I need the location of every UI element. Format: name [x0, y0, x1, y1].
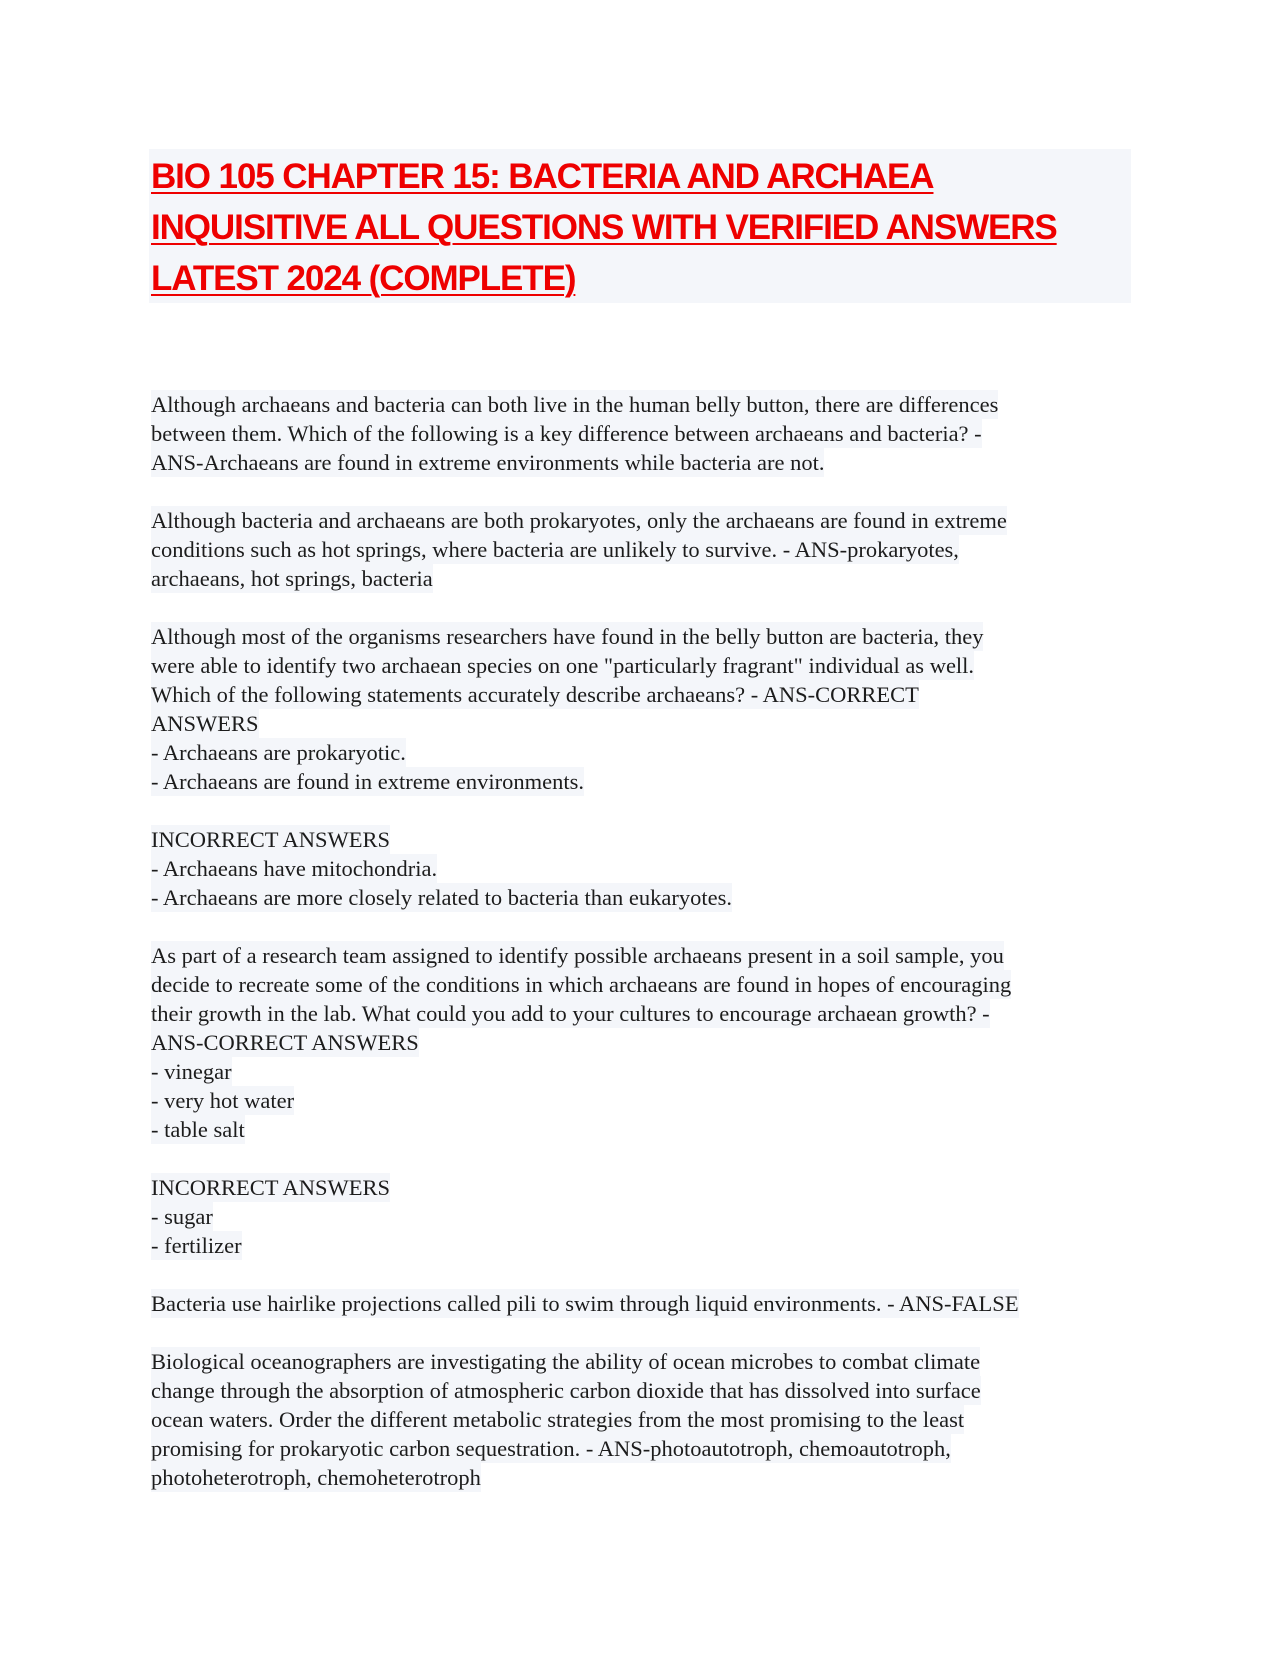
- qa-line: Although bacteria and archaeans are both prokaryotes, only the archaeans are found in extreme: [151, 508, 1007, 533]
- incorrect-heading: INCORRECT ANSWERS: [151, 827, 390, 852]
- qa-line: were able to identify two archaean species on one "particularly fragrant" individual as well.: [151, 653, 975, 678]
- qa-line: change through the absorption of atmospheric carbon dioxide that has dissolved into surface: [151, 1378, 981, 1403]
- incorrect-answer-line: - fertilizer: [151, 1233, 242, 1258]
- qa-line: ANS-CORRECT ANSWERS: [151, 1030, 419, 1055]
- incorrect-answer-line: - sugar: [151, 1204, 213, 1229]
- qa-answer-line: - Archaeans are found in extreme environments.: [151, 769, 584, 794]
- qa-item: [151, 1289, 1141, 1318]
- qa-item: [151, 506, 1141, 593]
- qa-answer-line: - very hot water: [151, 1088, 295, 1113]
- qa-line: Although most of the organisms researchers have found in the belly button are bacteria, they: [151, 624, 984, 649]
- qa-item: [151, 390, 1141, 477]
- incorrect-answer-line: - Archaeans have mitochondria.: [151, 856, 438, 881]
- incorrect-answers: [151, 1173, 1141, 1260]
- qa-item: [151, 622, 1141, 912]
- qa-list: [151, 390, 1141, 1521]
- incorrect-heading: INCORRECT ANSWERS: [151, 1175, 390, 1200]
- qa-item: [151, 1347, 1141, 1492]
- incorrect-answer-line: - Archaeans are more closely related to bacteria than eukaryotes.: [151, 885, 732, 910]
- qa-answer-line: - Archaeans are prokaryotic.: [151, 740, 406, 765]
- title-line: INQUISITIVE ALL QUESTIONS WITH VERIFIED ANSWERS: [151, 208, 1057, 247]
- qa-item: [151, 941, 1141, 1260]
- qa-line: between them. Which of the following is a key difference between archaeans and bacteria? -: [151, 421, 982, 446]
- qa-line: archaeans, hot springs, bacteria: [151, 566, 433, 591]
- qa-answer-line: - vinegar: [151, 1059, 232, 1084]
- incorrect-answers: [151, 825, 1141, 912]
- qa-line: ocean waters. Order the different metabolic strategies from the most promising to the least: [151, 1407, 965, 1432]
- qa-line: photoheterotroph, chemoheterotroph: [151, 1465, 481, 1490]
- qa-line: decide to recreate some of the conditions in which archaeans are found in hopes of encouraging: [151, 972, 1012, 997]
- title-line: BIO 105 CHAPTER 15: BACTERIA AND ARCHAEA: [151, 157, 934, 196]
- qa-answer-line: - table salt: [151, 1117, 245, 1142]
- qa-line: Although archaeans and bacteria can both live in the human belly button, there are differences: [151, 392, 999, 417]
- qa-line: conditions such as hot springs, where bacteria are unlikely to survive. - ANS-prokaryotes,: [151, 537, 959, 562]
- document-title: [149, 149, 1131, 303]
- qa-line: ANSWERS: [151, 711, 259, 736]
- qa-line: Which of the following statements accurately describe archaeans? - ANS-CORRECT: [151, 682, 919, 707]
- qa-line: Biological oceanographers are investigating the ability of ocean microbes to combat climate: [151, 1349, 981, 1374]
- qa-line: As part of a research team assigned to identify possible archaeans present in a soil sample, you: [151, 943, 1004, 968]
- qa-line: promising for prokaryotic carbon sequestration. - ANS-photoautotroph, chemoautotroph,: [151, 1436, 951, 1461]
- qa-line: Bacteria use hairlike projections called pili to swim through liquid environments. - ANS-FALSE: [151, 1291, 1019, 1316]
- qa-line: their growth in the lab. What could you add to your cultures to encourage archaean growth? -: [151, 1001, 990, 1026]
- title-line: LATEST 2024 (COMPLETE): [151, 259, 576, 298]
- qa-line: ANS-Archaeans are found in extreme environments while bacteria are not.: [151, 450, 825, 475]
